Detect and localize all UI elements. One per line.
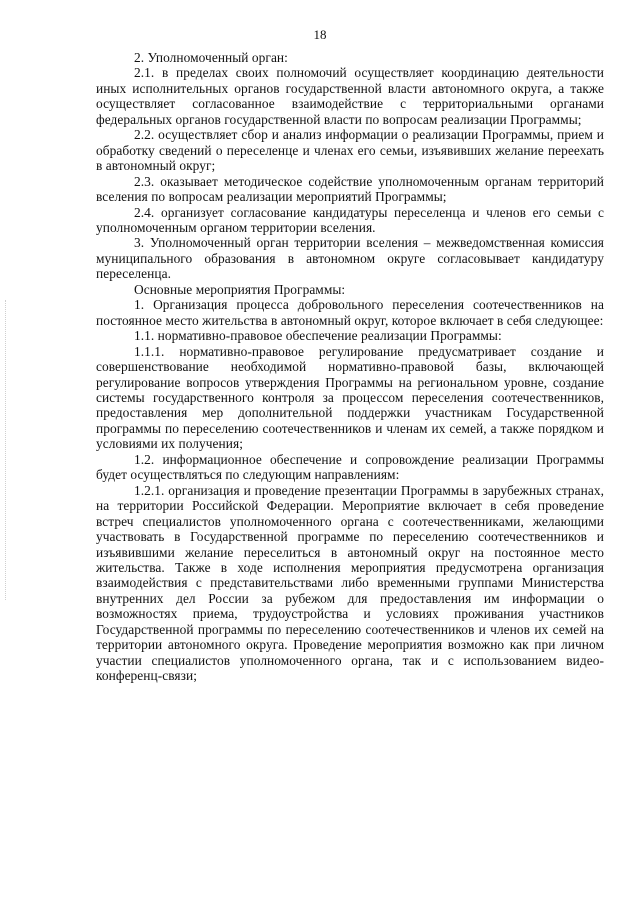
- document-body: [96, 50, 604, 684]
- paragraph-main-activities: Основные мероприятия Программы:: [134, 281, 346, 297]
- paragraph-2-1: 2.1. в пределах своих полномочий осуществляет координацию деятельности иных исполнительных органов государственной власти автономного округа, а также осуществляет согласованное взаимодействие с территориальными органами федеральных органов государственной власти по вопросам реализации Программы;: [96, 65, 604, 127]
- paragraph-1-1-1: 1.1.1. нормативно-правовое регулирование предусматривает создание и совершенствование необходимой нормативно-правовой базы, включающей регулирование вопросов утверждения Программы на региональном уровне, создание системы государственного контроля за процессом переселения соотечественников, предоставления мер дополнительной поддержки участникам Государственной программы по переселению соотечественников и членам их семей, а также порядком и условиями их получения;: [96, 343, 604, 452]
- paragraph-2-2: 2.2. осуществляет сбор и анализ информации о реализации Программы, прием и обработку сведений о переселенце и членах его семьи, изъявивших желание переехать в автономный округ;: [96, 127, 604, 174]
- paragraph-2-3: 2.3. оказывает методическое содействие уполномоченным органам территорий вселения по вопросам реализации мероприятий Программы;: [96, 173, 604, 205]
- paragraph-authorized-body: 2. Уполномоченный орган:: [134, 50, 288, 65]
- paragraph-2-4: 2.4. организует согласование кандидатуры переселенца и членов его семьи с уполномоченным органом территории вселения.: [96, 204, 604, 235]
- paragraph-1-1: 1.1. нормативно-правовое обеспечение реализации Программы:: [134, 328, 502, 344]
- page-number: 18: [313, 27, 327, 42]
- paragraph-1: 1. Организация процесса добровольного переселения соотечественников на постоянное место жительства в автономный округ, которое включает в себя следующее:: [96, 297, 604, 328]
- paragraph-1-2: 1.2. информационное обеспечение и сопровождение реализации Программы будет осуществляться по следующим направлениям:: [96, 451, 604, 483]
- paragraph-3: 3. Уполномоченный орган территории вселения – межведомственная комиссия муниципального образования в автономном округе согласовывает кандидатуру переселенца.: [96, 235, 604, 282]
- scan-edge-mark: [5, 300, 9, 600]
- paragraph-1-2-1: 1.2.1. организация и проведение презентации Программы в зарубежных странах, на территории Российской Федерации. Мероприятие включает в себя проведение встреч специалистов уполномоченного органа с соотечественниками, желающими участвовать в Государственной программе по переселению соотечественников и изъявившими желание переселиться в автономный округ на постоянное место жительства. Также в ходе исполнения мероприятия предусмотрена организация взаимодействия с представительствами либо временными группами Министерства внутренних дел России за рубежом для предоставления им информации о возможностях приема, трудоустройства и условиях проживания участников Государственной программы по переселению соотечественников и членов их семей на территории автономного округа. Проведение мероприятия возможно как при личном участии специалистов уполномоченного органа, так и с использованием видео-конференц-связи;: [96, 482, 604, 684]
